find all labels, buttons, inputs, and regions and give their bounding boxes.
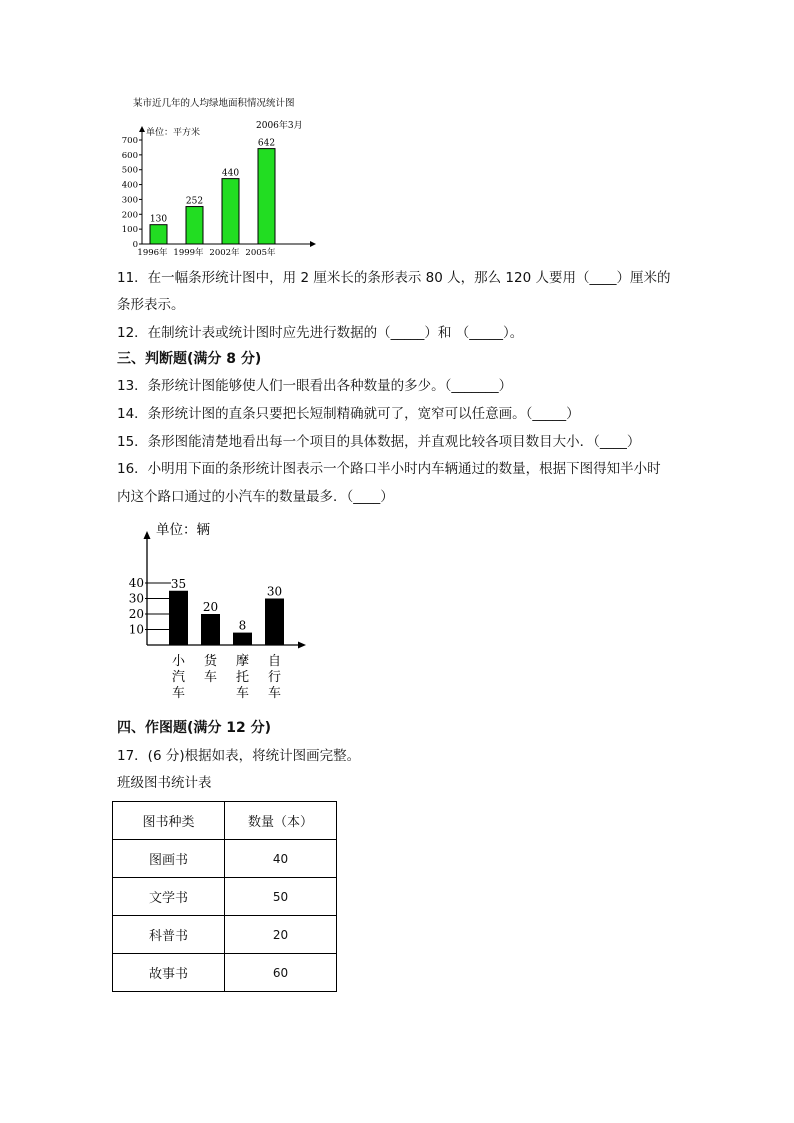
table-header-cell: 数量（本） [225,802,337,840]
chart1-date-label: 2006年3月 [256,121,303,131]
table-row [113,840,337,878]
question-11-line2: 条形表示。 [117,297,185,313]
table-cell: 60 [225,954,337,992]
table-row [113,916,337,954]
chart1-y-tick-label: 600 [121,150,138,161]
chart1-y-tick-label: 200 [121,210,138,221]
chart1-bar [150,225,167,244]
section-4-heading: 四、作图题(满分 12 分) [117,720,272,736]
table-cell: 故事书 [113,954,225,992]
question-12: 12．在制统计表或统计图时应先进行数据的（_____）和 （_____）。 [117,325,524,341]
chart1-x-arrow [310,241,316,247]
section-3-heading: 三、判断题(满分 8 分) [117,351,262,367]
question-17: 17．(6 分)根据如表，将统计图画完整。 [117,748,361,764]
chart1-bar [222,179,239,244]
table-cell: 图画书 [113,840,225,878]
chart1-category-label: 1996年 [137,248,168,258]
chart1-data-label: 252 [185,196,204,207]
chart2-y-tick-label: 40 [128,576,144,590]
chart2-category-label: 自行车 [267,654,282,701]
chart2-data-label: 8 [238,618,247,633]
chart1-unit-label: 单位：平方米 [146,128,201,138]
chart2-bar [169,591,188,645]
table-cell: 文学书 [113,878,225,916]
chart1-category-label: 1999年 [173,248,204,258]
chart2-y-tick-label: 20 [128,607,144,621]
question-16-line1: 16．小明用下面的条形统计图表示一个路口半小时内车辆通过的数量，根据下图得知半小时 [117,461,661,477]
table-cell: 50 [225,878,337,916]
table-cell: 40 [225,840,337,878]
question-15: 15．条形图能清楚地看出每一个项目的具体数据，并直观比较各项目数目大小．（____） [117,434,641,450]
chart2-data-label: 20 [202,600,219,614]
chart2-unit-label: 单位：辆 [156,522,210,538]
chart1-category-label: 2005年 [245,248,276,258]
question-11-line1: 11．在一幅条形统计图中，用 2 厘米长的条形表示 80 人，那么 120 人要用（____）厘米的 [117,270,671,286]
chart2-bar [265,599,284,646]
book-stats-table [112,801,337,992]
chart2-category-label: 小汽车 [171,654,186,701]
table-cell: 20 [225,916,337,954]
chart1-title: 某市近几年的人均绿地面积情况统计图 [133,98,295,109]
chart1-y-tick-label: 0 [132,240,138,250]
question-14: 14．条形统计图的直条只要把长短制精确就可了，宽窄可以任意画。（_____） [117,406,580,422]
chart2-x-arrow [298,642,306,649]
chart1-y-arrow [139,126,145,132]
green-area-chart [110,92,330,262]
chart2-bar [233,633,252,645]
chart2-data-label: 35 [170,576,187,591]
chart2-data-label: 30 [266,584,283,599]
table-title: 班级图书统计表 [117,775,212,791]
chart1-y-tick-label: 700 [121,136,138,146]
table-cell: 科普书 [113,916,225,954]
chart1-bar [258,149,275,244]
table-row [113,878,337,916]
chart1-y-tick-label: 300 [121,195,138,206]
vehicle-chart [120,515,320,710]
chart2-y-tick-label: 10 [128,622,144,637]
chart1-y-tick-label: 500 [121,165,138,176]
chart1-y-tick-label: 400 [121,180,138,191]
chart2-bar [201,614,220,645]
chart1-bar [186,207,203,244]
question-13: 13．条形统计图能够使人们一眼看出各种数量的多少。（_______） [117,378,513,394]
chart2-y-tick-label: 30 [128,591,144,606]
chart1-data-label: 642 [257,138,276,149]
table-header-row [113,802,337,840]
chart1-y-tick-label: 100 [121,225,138,236]
chart1-data-label: 440 [221,168,240,179]
chart2-category-label: 摩托车 [235,654,250,701]
chart1-data-label: 130 [149,214,168,225]
table-row [113,954,337,992]
chart2-y-arrow [144,531,151,539]
table-header-cell: 图书种类 [113,802,225,840]
question-16-line2: 内这个路口通过的小汽车的数量最多．（____） [117,489,394,505]
chart1-category-label: 2002年 [209,248,240,258]
chart2-category-label: 货车 [203,654,218,685]
